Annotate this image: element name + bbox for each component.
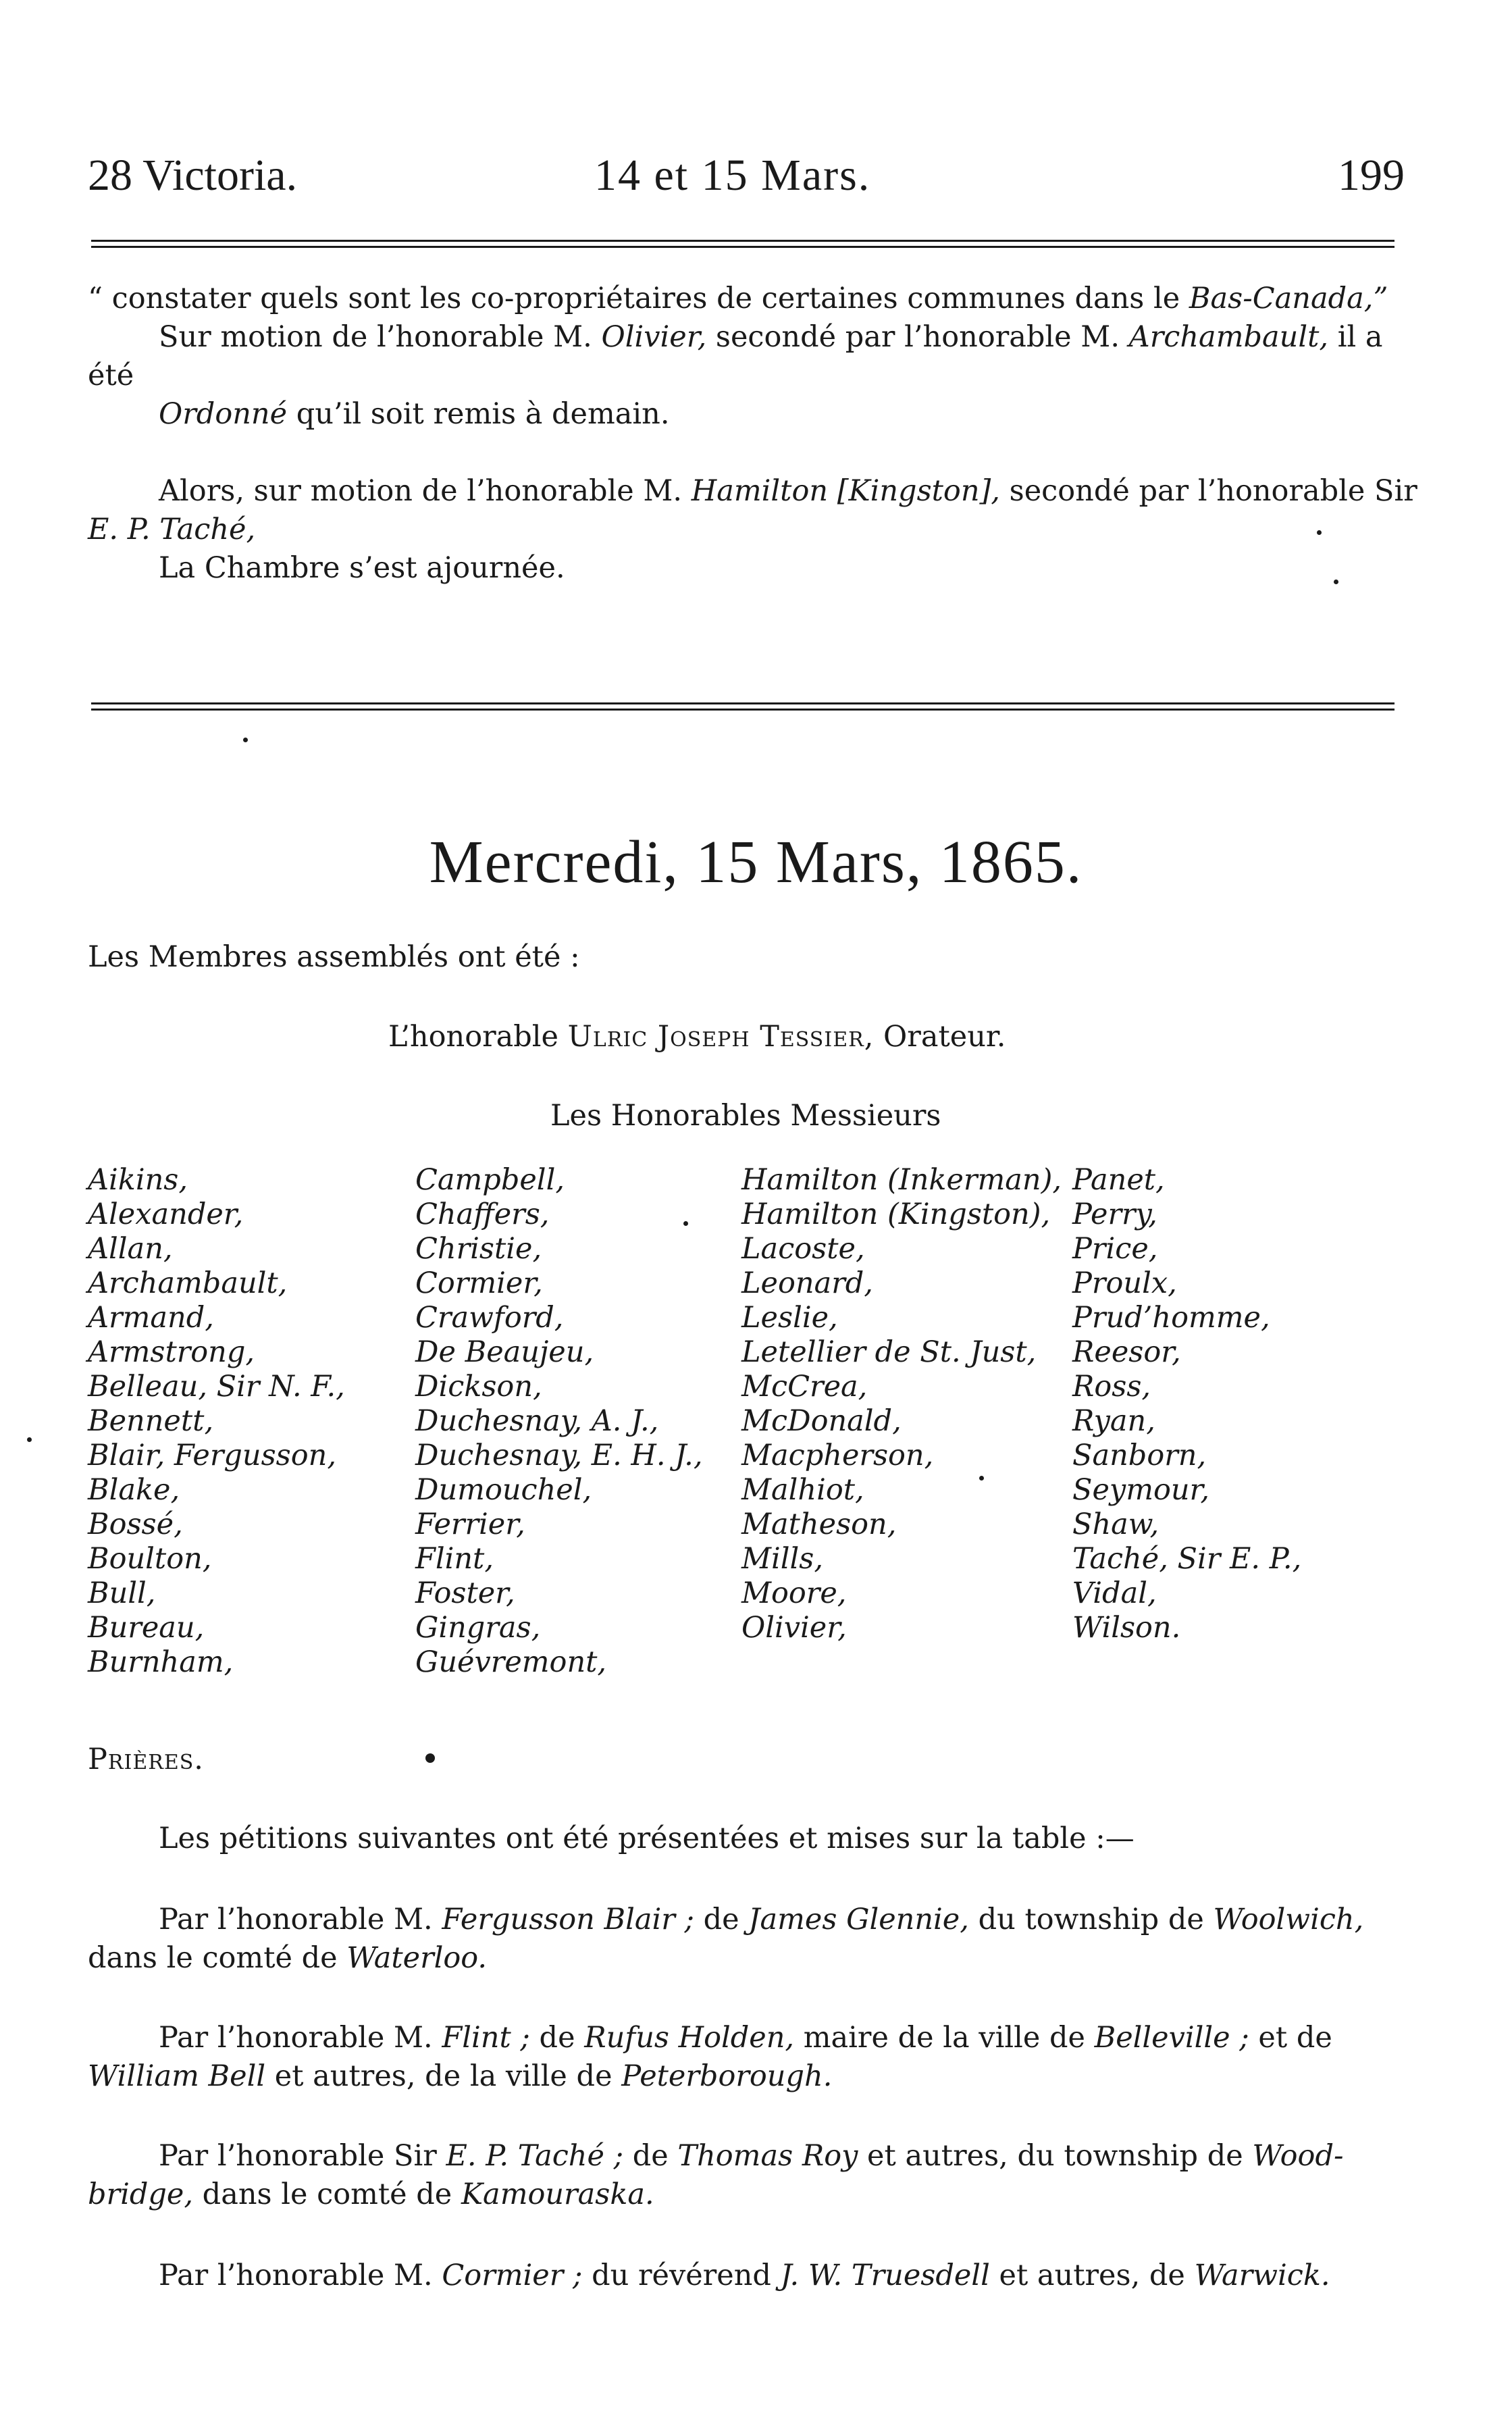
- member-name: Bureau,: [88, 1611, 205, 1645]
- member-name: Burnham,: [88, 1645, 234, 1679]
- member-name: Ross,: [1072, 1370, 1151, 1404]
- member-name: Panet,: [1072, 1163, 1165, 1197]
- member-name: Blake,: [88, 1473, 180, 1507]
- members-column-2: [415, 1163, 703, 1680]
- day-title: Mercredi, 15 Mars, 1865.: [429, 829, 1083, 896]
- member-name: Bennett,: [88, 1404, 214, 1438]
- prieres-heading: Prières.: [88, 1743, 204, 1776]
- members-column-3: [741, 1163, 1062, 1645]
- member-name: Matheson,: [741, 1508, 897, 1541]
- member-name: Price,: [1072, 1232, 1158, 1266]
- member-name: Foster,: [415, 1576, 515, 1610]
- member-name: Perry,: [1072, 1198, 1157, 1231]
- petition-3-line-2: bridge, dans le comté de Kamouraska.: [88, 2178, 654, 2211]
- member-name: Christie,: [415, 1232, 542, 1266]
- section-rule: [91, 702, 1394, 711]
- member-name: Guévremont,: [415, 1645, 607, 1679]
- member-name: Allan,: [88, 1232, 173, 1266]
- member-name: Proulx,: [1072, 1266, 1177, 1300]
- member-name: Flint,: [415, 1542, 494, 1576]
- page-header: [88, 150, 1405, 211]
- member-name: Wilson.: [1072, 1611, 1181, 1645]
- print-speck: [27, 1437, 32, 1442]
- member-name: Ferrier,: [415, 1508, 525, 1541]
- print-speck: [979, 1476, 984, 1481]
- member-name: Chaffers,: [415, 1198, 550, 1231]
- header-page-number: 199: [1338, 151, 1405, 200]
- member-name: Armstrong,: [88, 1335, 255, 1369]
- member-name: Hamilton (Kingston),: [741, 1198, 1051, 1231]
- member-name: Taché, Sir E. P.,: [1072, 1542, 1302, 1576]
- member-name: Sanborn,: [1072, 1439, 1207, 1472]
- print-speck: [1334, 580, 1338, 584]
- motion-olivier-line: Sur motion de l’honorable M. Olivier, secondé par l’honorable M. Archambault, il a: [159, 320, 1383, 354]
- member-name: Bull,: [88, 1576, 156, 1610]
- member-name: McCrea,: [741, 1370, 868, 1404]
- member-name: Gingras,: [415, 1611, 541, 1645]
- member-name: Dumouchel,: [415, 1473, 592, 1507]
- members-column-4: [1072, 1163, 1301, 1645]
- member-name: Mills,: [741, 1542, 824, 1576]
- member-name: Vidal,: [1072, 1576, 1157, 1610]
- bullet-mark: [425, 1753, 435, 1763]
- ordered-line: Ordonné qu’il soit remis à demain.: [159, 397, 670, 431]
- member-name: Hamilton (Inkerman),: [741, 1163, 1062, 1197]
- member-name: Boulton,: [88, 1542, 212, 1576]
- print-speck: [1317, 530, 1322, 535]
- member-name: Cormier,: [415, 1266, 543, 1300]
- member-name: Lacoste,: [741, 1232, 865, 1266]
- member-name: Prud’homme,: [1072, 1301, 1270, 1335]
- petition-3-line-1: Par l’honorable Sir E. P. Taché ; de Thomas Roy et autres, du township de Wood-: [159, 2139, 1344, 2173]
- member-name: Letellier de St. Just,: [741, 1335, 1037, 1369]
- petition-4-line-1: Par l’honorable M. Cormier ; du révérend J. W. Truesdell et autres, de Warwick.: [159, 2259, 1330, 2292]
- member-name: Armand,: [88, 1301, 214, 1335]
- member-name: Leslie,: [741, 1301, 838, 1335]
- member-name: Ryan,: [1072, 1404, 1155, 1438]
- member-name: McDonald,: [741, 1404, 902, 1438]
- member-name: Reesor,: [1072, 1335, 1181, 1369]
- header-session: 28 Victoria.: [88, 151, 298, 200]
- member-name: Duchesnay, E. H. J.,: [415, 1439, 703, 1472]
- speaker-line: L’honorable Ulric Joseph Tessier, Orateur.: [388, 1020, 1006, 1054]
- members-column-1: [88, 1163, 345, 1680]
- assembled-line: Les Membres assemblés ont été :: [88, 940, 580, 974]
- member-name: Crawford,: [415, 1301, 564, 1335]
- member-name: Seymour,: [1072, 1473, 1210, 1507]
- member-name: Alexander,: [88, 1198, 244, 1231]
- member-name: Shaw,: [1072, 1508, 1159, 1541]
- adjournment-seconder: E. P. Taché,: [88, 513, 256, 546]
- member-name: Leonard,: [741, 1266, 873, 1300]
- petition-1-line-1: Par l’honorable M. Fergusson Blair ; de James Glennie, du township de Woolwich,: [159, 1903, 1364, 1936]
- member-name: Belleau, Sir N. F.,: [88, 1370, 345, 1404]
- adjournment-line: La Chambre s’est ajournée.: [159, 551, 565, 585]
- member-name: Duchesnay, A. J.,: [415, 1404, 659, 1438]
- member-name: Campbell,: [415, 1163, 565, 1197]
- member-name: Bossé,: [88, 1508, 183, 1541]
- petitions-intro: Les pétitions suivantes ont été présentées et mises sur la table :—: [159, 1822, 1135, 1855]
- header-dates: 14 et 15 Mars.: [594, 151, 871, 200]
- print-speck: [683, 1221, 688, 1226]
- adjournment-motion-line: Alors, sur motion de l’honorable M. Hamilton [Kingston], secondé par l’honorable Sir: [159, 474, 1417, 508]
- member-name: Blair, Fergusson,: [88, 1439, 336, 1472]
- petition-1-line-2: dans le comté de Waterloo.: [88, 1941, 488, 1975]
- petition-2-line-1: Par l’honorable M. Flint ; de Rufus Holden, maire de la ville de Belleville ; et de: [159, 2021, 1332, 2055]
- member-name: Archambault,: [88, 1266, 288, 1300]
- header-rule: [91, 240, 1394, 248]
- print-speck: [243, 738, 248, 742]
- motion-olivier-line-2: été: [88, 359, 134, 392]
- continuation-line: “ constater quels sont les co-propriétaires de certaines communes dans le Bas-Canada,”: [88, 282, 1388, 315]
- member-name: Moore,: [741, 1576, 847, 1610]
- member-name: Malhiot,: [741, 1473, 864, 1507]
- member-name: Macpherson,: [741, 1439, 934, 1472]
- member-name: Aikins,: [88, 1163, 188, 1197]
- member-name: Olivier,: [741, 1611, 847, 1645]
- member-name: De Beaujeu,: [415, 1335, 594, 1369]
- petition-2-line-2: William Bell et autres, de la ville de Peterborough.: [88, 2059, 833, 2093]
- member-name: Dickson,: [415, 1370, 542, 1404]
- messieurs-heading: Les Honorables Messieurs: [550, 1099, 941, 1133]
